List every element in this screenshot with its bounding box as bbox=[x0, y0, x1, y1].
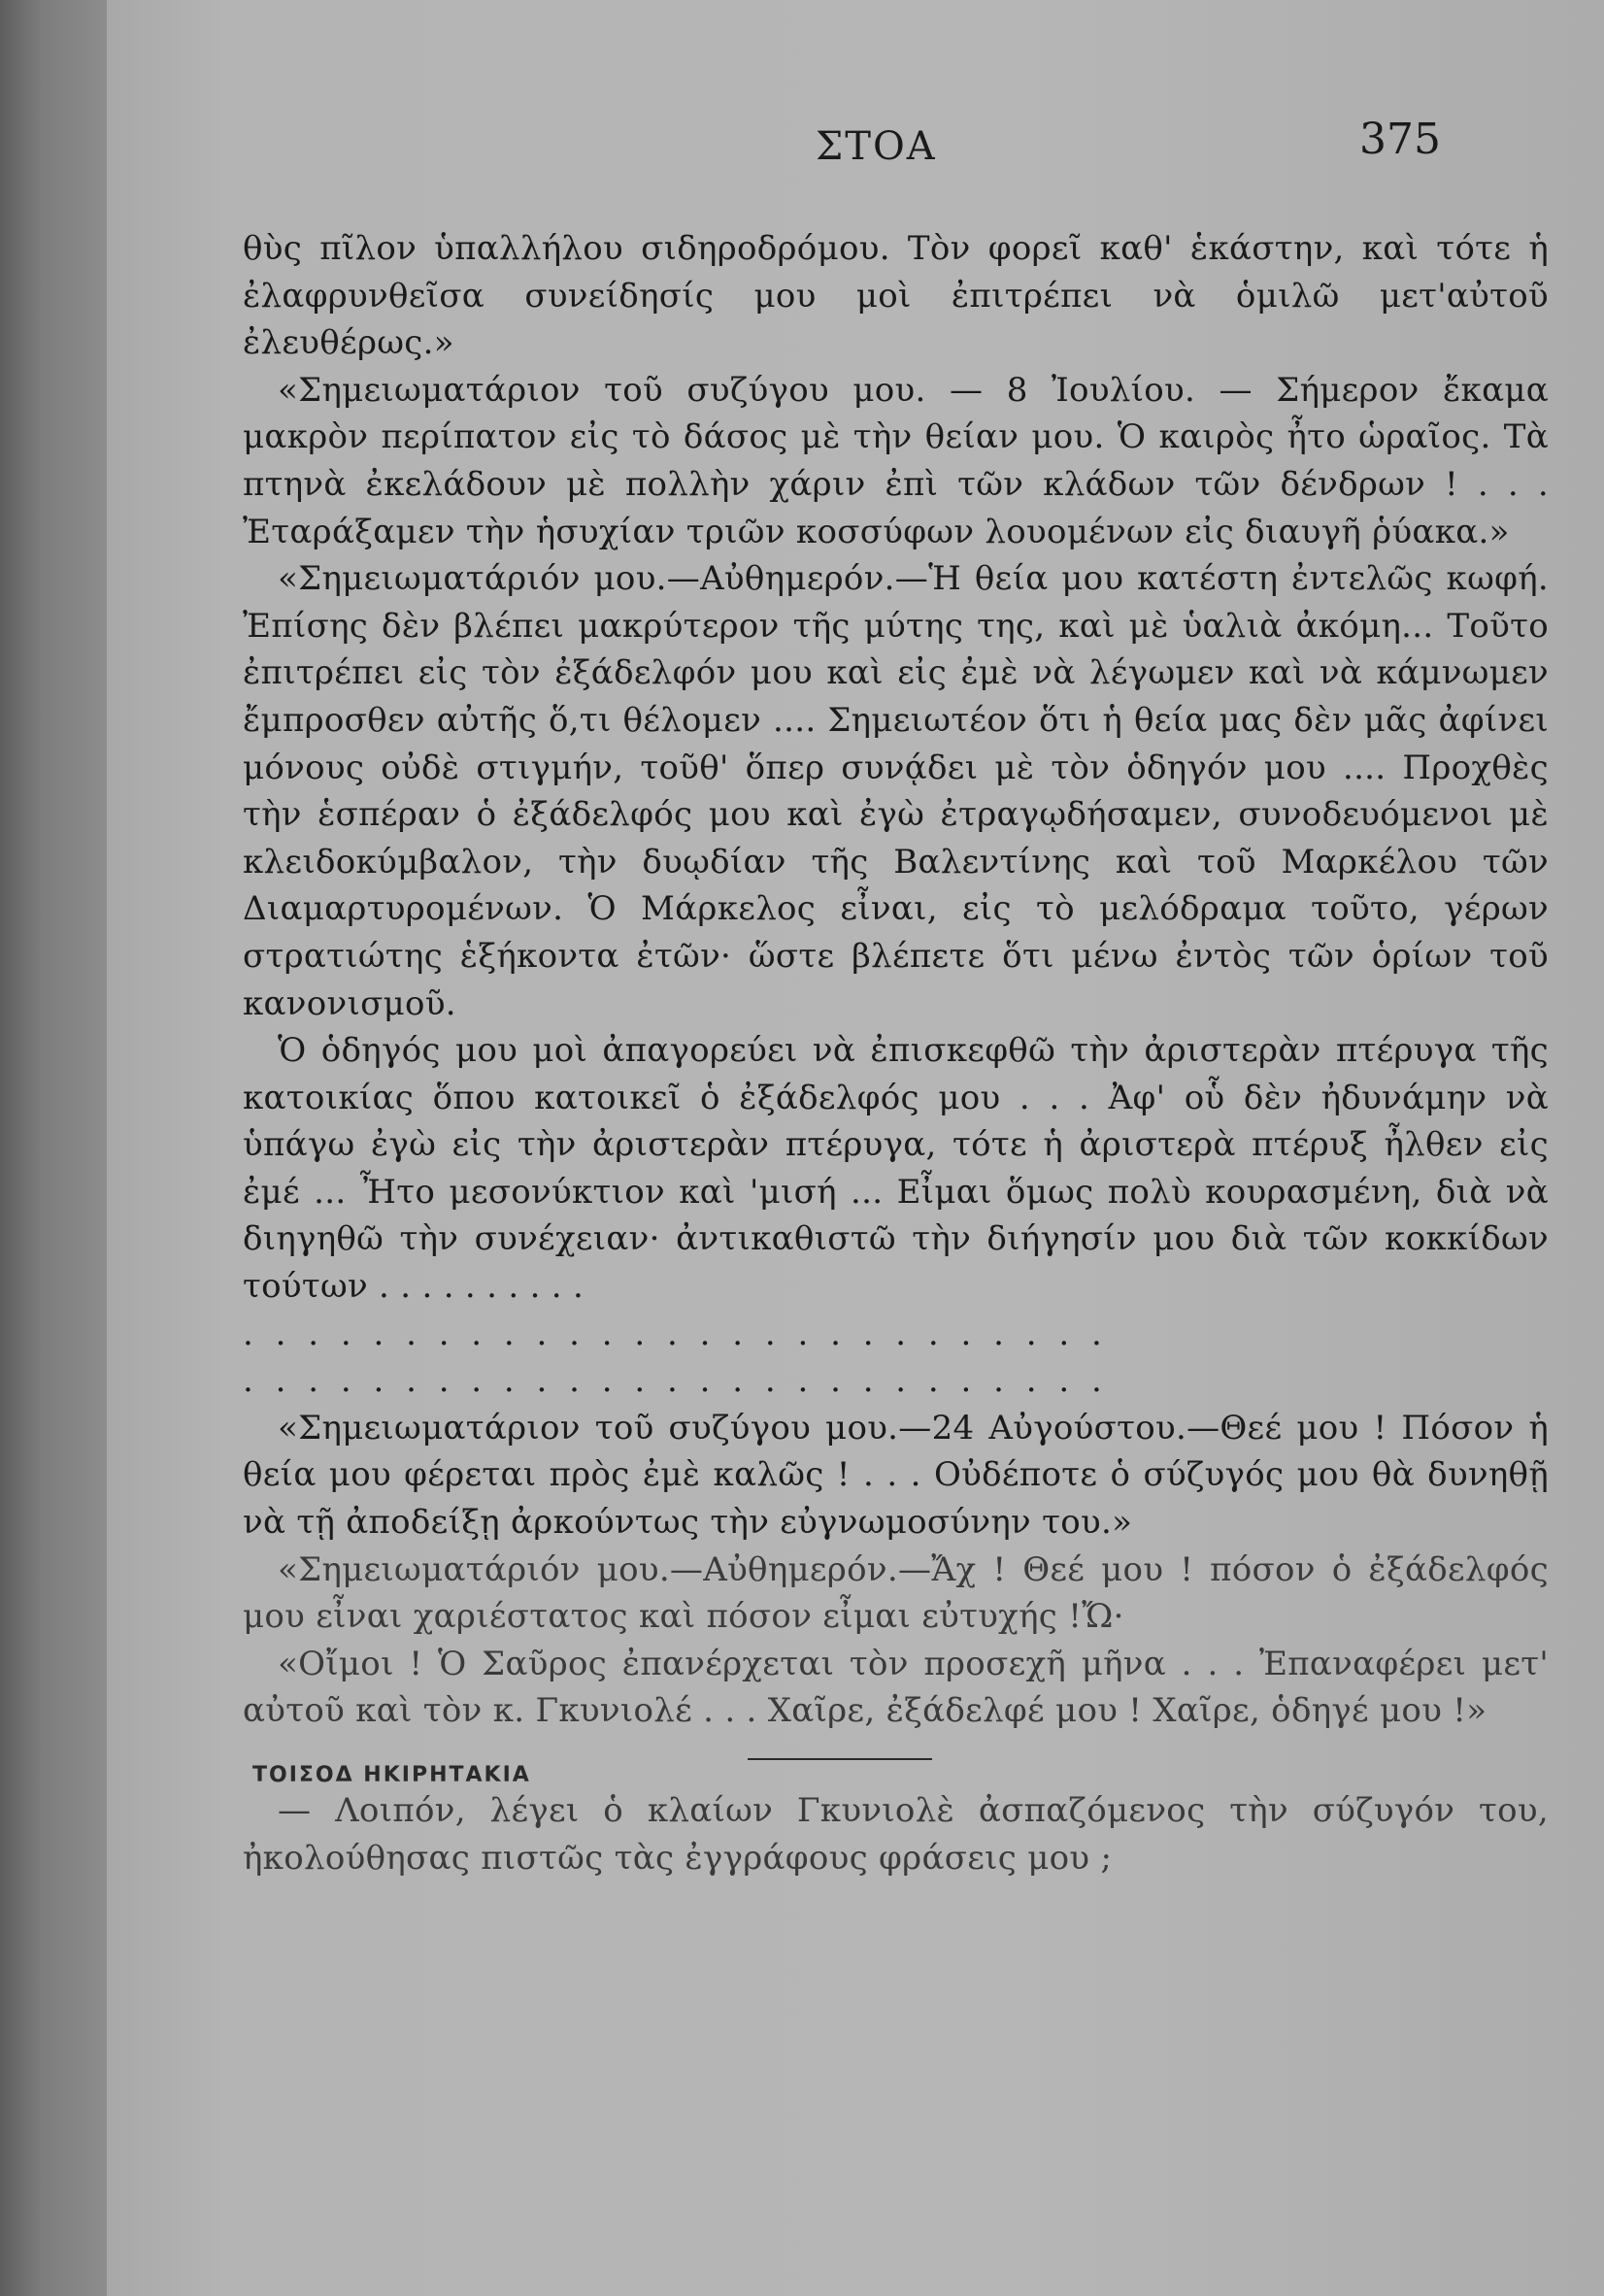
ellipsis-row: . . . . . . . . . . . . . . . . . . . . . . . . . . . bbox=[243, 1361, 1108, 1401]
footer-rule bbox=[243, 1741, 1549, 1787]
paragraph-my-diary-cousin: «Σημειωματάριόν μου.—Αὐθημερόν.—Ἄχ ! Θεέ μου ! πόσον ὁ ἐξάδελφός μου εἶναι χαριέστατος καὶ πόσον εἶμαι εὐτυχής !Ὤ· bbox=[243, 1549, 1549, 1637]
page-number: 375 bbox=[1359, 115, 1441, 164]
paragraph-closing-dialogue: — Λοιπόν, λέγει ὁ κλαίων Γκυνιολὲ ἀσπαζόμενος τὴν σύζυγόν του, ἠκολούθησας πιστῶς τὰς ἐγγράφους φράσεις μου ; bbox=[243, 1791, 1549, 1878]
paragraph-husband-diary-august: «Σημειωματάριον τοῦ συζύγου μου.—24 Αὐγούστου.—Θεέ μου ! Πόσον ἡ θεία μου φέρεται πρὸς ἐμὲ καλῶς ! . . . Οὐδέποτε ὁ σύζυγός μου θὰ δυνηθῇ νὰ τῇ ἀποδείξῃ ἀρκούντως τὴν εὐγνωμοσύνην του.» bbox=[243, 1408, 1549, 1543]
paragraph-continuation: θὺς πῖλον ὑπαλλήλου σιδηροδρόμου. Τὸν φορεῖ καθ' ἑκάστην, καὶ τότε ἡ ἐλαφρυνθεῖσα συνείδησίς μου μοὶ ἐπιτρέπει νὰ ὁμιλῶ μετ'αὐτοῦ ἐλευθέρως.» bbox=[243, 229, 1549, 363]
ellipsis-row: . . . . . . . . . . . . . . . . . . . . . . . . . . . bbox=[243, 1314, 1108, 1353]
running-title: ΣΤΟΑ bbox=[816, 124, 937, 169]
body-text bbox=[243, 225, 1549, 1881]
book-page bbox=[107, 0, 1604, 2296]
separator-line bbox=[748, 1758, 932, 1760]
paragraph-alas-return: «Οἴμοι ! Ὁ Σαῦρος ἐπανέρχεται τὸν προσεχῆ μῆνα . . . Ἐπαναφέρει μετ' αὐτοῦ καὶ τὸν κ. Γκυνιολέ . . . Χαῖρε, ἐξάδελφέ μου ! Χαῖρε, ὁδηγέ μου !» bbox=[243, 1644, 1549, 1731]
paragraph-husband-diary-july: «Σημειωματάριον τοῦ συζύγου μου. — 8 Ἰουλίου. — Σήμερον ἔκαμα μακρὸν περίπατον εἰς τὸ δάσος μὲ τὴν θείαν μου. Ὁ καιρὸς ἦτο ὡραῖος. Τὰ πτηνὰ ἐκελάδουν μὲ πολλὴν χάριν ἐπὶ τῶν κλάδων τῶν δένδρων ! . . . Ἐταράξαμεν τὴν ἡσυχίαν τριῶν κοσσύφων λουομένων εἰς διαυγῆ ῥύακα.» bbox=[243, 370, 1549, 551]
page-header bbox=[107, 115, 1604, 183]
paragraph-guide-left-wing: Ὁ ὁδηγός μου μοὶ ἀπαγορεύει νὰ ἐπισκεφθῶ τὴν ἀριστερὰν πτέρυγα τῆς κατοικίας ὅπου κατοικεῖ ὁ ἐξάδελφός μου . . . Ἀφ' οὗ δὲν ἠδυνάμην νὰ ὑπάγω ἐγὼ εἰς τὴν ἀριστερὰν πτέρυγα, τότε ἡ ἀριστερὰ πτέρυξ ἦλθεν εἰς ἐμέ ... Ἦτο μεσονύκτιον καὶ 'μισή ... Εἶμαι ὅμως πολὺ κουρασμένη, διὰ νὰ διηγηθῶ τὴν συνέχειαν· ἀντικαθιστῶ τὴν διήγησίν μου διὰ τῶν κοκκίδων τούτων . . . . . . . . . . bbox=[243, 1031, 1549, 1307]
paragraph-my-diary-same-day: «Σημειωματάριόν μου.—Αὐθημερόν.—Ἡ θεία μου κατέστη ἐντελῶς κωφή. Ἐπίσης δὲν βλέπει μακρύτερον τῆς μύτης της, καὶ μὲ ὑαλιὰ ἀκόμη... Τοῦτο ἐπιτρέπει εἰς τὸν ἐξάδελφόν μου καὶ εἰς ἐμὲ νὰ λέγωμεν καὶ νὰ κάμνωμεν ἔμπροσθεν αὐτῆς ὅ,τι θέλομεν .... Σημειωτέον ὅτι ἡ θεία μας δὲν μᾶς ἀφίνει μόνους οὐδὲ στιγμήν, τοῦθ' ὅπερ συνᾴδει μὲ τὸν ὁδηγόν μου .... Προχθὲς τὴν ἑσπέραν ὁ ἐξάδελφός μου καὶ ἐγὼ ἐτραγῳδήσαμεν, συνοδευόμενοι μὲ κλειδοκύμβαλον, τὴν δυῳδίαν τῆς Βαλεντίνης καὶ τοῦ Μαρκέλου τῶν Διαμαρτυρομένων. Ὁ Μάρκελος εἶναι, εἰς τὸ μελόδραμα τοῦτο, γέρων στρατιώτης ἑξήκοντα ἐτῶν· ὥστε βλέπετε ὅτι μένω ἐντὸς τῶν ὁρίων τοῦ κανονισμοῦ. bbox=[243, 559, 1549, 1023]
bleed-through-label: ΤΟΙΣΟΔ ΗΚΙΡΗΤΑΚΙΑ bbox=[252, 1763, 531, 1787]
book-binding-shadow bbox=[0, 0, 107, 2296]
